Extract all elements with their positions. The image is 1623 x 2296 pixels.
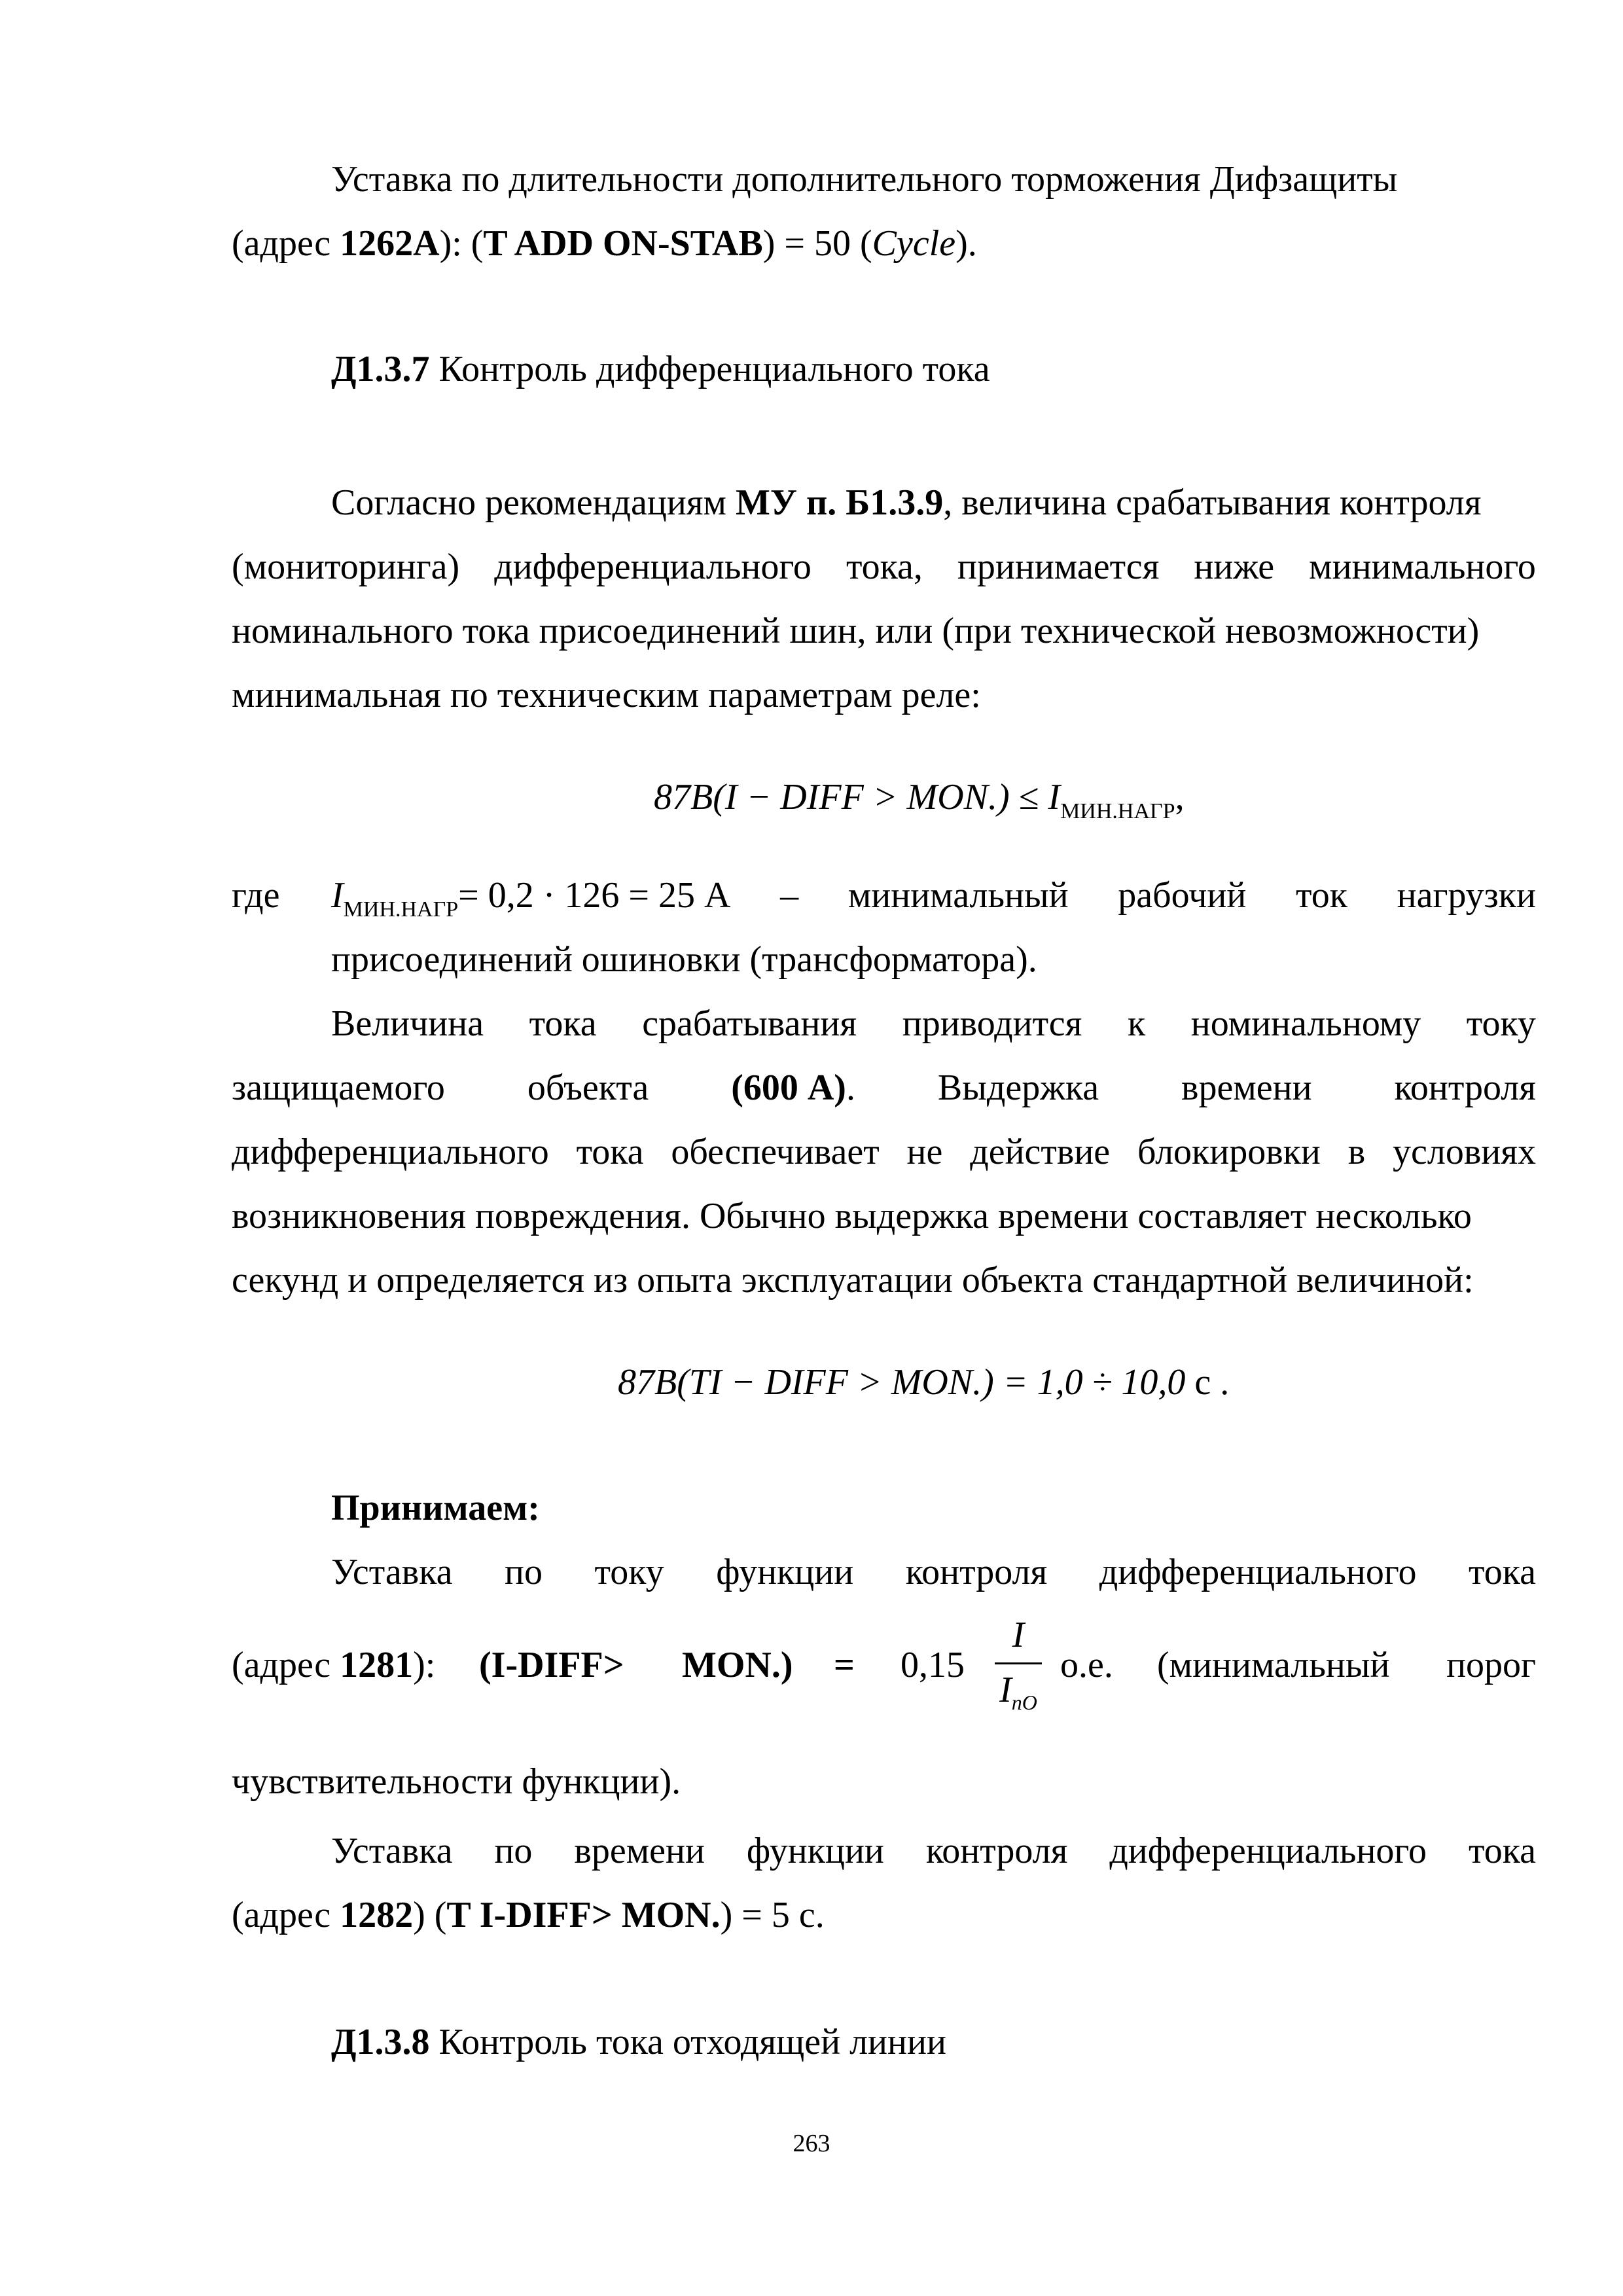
formula-variable: I xyxy=(1012,1615,1025,1655)
heading: Принимаем: xyxy=(331,1488,540,1528)
word: времени xyxy=(574,1831,705,1871)
where-line xyxy=(331,872,1536,922)
section-title: Контроль дифференциального тока xyxy=(429,349,990,389)
text: 0,15 xyxy=(901,1645,965,1685)
text: ). xyxy=(955,223,977,264)
address-code: 1282 xyxy=(340,1895,414,1935)
section-heading xyxy=(331,2018,1536,2066)
formula-pickup-condition xyxy=(654,771,1185,823)
word: минимальный xyxy=(847,875,1069,916)
formula-expression: 87B(TI − DIFF > MON.) = 1,0 ÷ 10,0 xyxy=(618,1362,1186,1403)
paragraph-line xyxy=(232,1758,1536,1805)
word: – xyxy=(780,875,799,916)
word: приводится xyxy=(902,1003,1082,1044)
word xyxy=(731,1064,855,1111)
word: Уставка xyxy=(331,1552,453,1592)
word: контроля xyxy=(905,1552,1048,1592)
parameter-name xyxy=(479,1641,649,1689)
paragraph-line xyxy=(331,156,1536,203)
text: (адрес xyxy=(232,1645,340,1685)
text: где xyxy=(232,875,280,916)
parameter-name xyxy=(682,1641,813,1689)
word: тока xyxy=(1469,1552,1536,1592)
formula-unit: с . xyxy=(1185,1362,1230,1403)
paragraph-line xyxy=(232,1064,1536,1111)
word: тока, xyxy=(846,547,923,587)
word: нагрузки xyxy=(1397,875,1536,916)
word: номинальному xyxy=(1190,1003,1421,1044)
word: рабочий xyxy=(1118,875,1247,916)
word: ниже xyxy=(1194,547,1275,587)
word: времени xyxy=(1181,1067,1312,1108)
address-code: 1262A xyxy=(340,223,440,264)
equals-sign xyxy=(834,1641,873,1689)
word: току xyxy=(1466,1003,1536,1044)
word: по xyxy=(505,1552,543,1592)
paragraph-line xyxy=(232,672,1536,719)
note xyxy=(1157,1641,1419,1689)
text: , xyxy=(1175,777,1185,817)
where-expression xyxy=(331,872,730,933)
paragraph-line xyxy=(232,1193,1536,1240)
word: дифференциального xyxy=(1099,1552,1417,1592)
text: , величина срабатывания контроля xyxy=(943,482,1482,523)
fraction-denominator xyxy=(992,1669,1044,1714)
text: ): ( xyxy=(439,223,484,264)
word: Выдержка xyxy=(937,1067,1099,1108)
text: ) = 5 с. xyxy=(720,1895,825,1935)
paragraph-line xyxy=(232,543,1536,590)
word: обеспечивает xyxy=(671,1132,880,1172)
word: по xyxy=(494,1831,533,1871)
formula-expression: 87B(I − DIFF > MON.) ≤ I xyxy=(654,777,1061,817)
paragraph-line xyxy=(331,936,1536,983)
fraction-numerator xyxy=(992,1615,1044,1655)
word: ток xyxy=(1295,875,1347,916)
word: объекта xyxy=(527,1067,649,1108)
address-ref xyxy=(232,1641,441,1689)
formula-subscript: МИН.НАГР xyxy=(1060,799,1175,823)
text: ) = 50 ( xyxy=(762,223,872,264)
paragraph-line xyxy=(331,479,1536,526)
text: Согласно рекомендациям xyxy=(331,482,736,523)
text: о.е. xyxy=(1060,1645,1113,1685)
word: контроля xyxy=(925,1831,1068,1871)
word: (мониторинга) xyxy=(232,547,460,587)
text: чувствительности функции). xyxy=(232,1761,681,1802)
paragraph-line xyxy=(331,1827,1536,1874)
setting-value xyxy=(901,1641,979,1689)
formula-subscript: nO xyxy=(1011,1691,1037,1714)
word: срабатывания xyxy=(642,1003,857,1044)
formula-variable: I xyxy=(999,1670,1012,1710)
accept-heading xyxy=(331,1484,1536,1532)
section-heading xyxy=(331,346,1536,393)
text: (I-DIFF> xyxy=(479,1645,624,1685)
note xyxy=(1433,1641,1536,1689)
text: (адрес xyxy=(232,1895,340,1935)
paragraph-line xyxy=(232,1892,1536,1939)
word: действие xyxy=(970,1132,1111,1172)
word: не xyxy=(906,1132,943,1172)
word: защищаемого xyxy=(232,1067,445,1108)
paragraph-line xyxy=(331,1549,1536,1596)
text: MON.) xyxy=(682,1645,793,1685)
paragraph-line xyxy=(232,1128,1536,1175)
unit xyxy=(1060,1641,1145,1689)
word: контроля xyxy=(1394,1067,1536,1108)
text: ): xyxy=(413,1645,436,1685)
page-number xyxy=(0,2127,1623,2160)
text: 263 xyxy=(793,2130,830,2157)
where-label xyxy=(232,872,336,919)
address-code: 1281 xyxy=(340,1645,414,1685)
paragraph-line xyxy=(232,220,1536,267)
formula-expression: = 0,2 · 126 = 25 А xyxy=(458,875,731,916)
reference: МУ п. Б1.3.9 xyxy=(736,482,944,523)
document-page xyxy=(232,0,1536,2296)
word: блокировки xyxy=(1137,1132,1321,1172)
word: тока xyxy=(576,1132,644,1172)
parameter-name: T ADD ON-STAB xyxy=(483,223,763,264)
word: функции xyxy=(746,1831,884,1871)
fraction-i-over-ino xyxy=(992,1615,1044,1713)
text: возникновения повреждения. Обычно выдержка времени составляет несколько xyxy=(232,1196,1472,1236)
fraction-bar xyxy=(995,1662,1042,1664)
word: Величина xyxy=(331,1003,484,1044)
text: . xyxy=(846,1067,855,1108)
nominal-current: (600 А) xyxy=(731,1067,846,1108)
word: в xyxy=(1347,1132,1366,1172)
unit: Cycle xyxy=(872,223,956,264)
text: Уставка по длительности дополнительного торможения Дифзащиты xyxy=(331,159,1398,200)
text: секунд и определяется из опыта эксплуатации объекта стандартной величиной: xyxy=(232,1260,1474,1300)
formula-time-delay xyxy=(618,1356,1229,1408)
word: дифференциального xyxy=(232,1132,549,1172)
paragraph-line xyxy=(232,607,1536,655)
word: тока xyxy=(1469,1831,1536,1871)
word: Уставка xyxy=(331,1831,453,1871)
word: условиях xyxy=(1393,1132,1536,1172)
word: току xyxy=(594,1552,664,1592)
word: принимается xyxy=(957,547,1160,587)
paragraph-line xyxy=(331,1000,1536,1047)
text: порог xyxy=(1446,1645,1536,1685)
word: функции xyxy=(716,1552,854,1592)
paragraph-line xyxy=(232,1257,1536,1304)
text: номинального тока присоединений шин, или (при технической невозможности) xyxy=(232,611,1480,651)
word: дифференциального xyxy=(494,547,812,587)
text: (адрес xyxy=(232,223,340,264)
word: тока xyxy=(529,1003,597,1044)
section-number: Д1.3.7 xyxy=(331,349,430,389)
section-title: Контроль тока отходящей линии xyxy=(429,2022,946,2062)
word: дифференциального xyxy=(1109,1831,1427,1871)
text: минимальная по техническим параметрам реле: xyxy=(232,675,981,715)
text: (минимальный xyxy=(1157,1645,1390,1685)
text: = xyxy=(834,1645,855,1685)
formula-variable: I xyxy=(331,875,344,916)
formula-subscript: МИН.НАГР xyxy=(343,897,459,922)
section-number: Д1.3.8 xyxy=(331,2022,430,2062)
word: минимального xyxy=(1309,547,1536,587)
text: ) ( xyxy=(413,1895,447,1935)
text: присоединений ошиновки (трансформатора). xyxy=(331,939,1037,980)
word: к xyxy=(1127,1003,1146,1044)
parameter-name: T I-DIFF> MON. xyxy=(446,1895,721,1935)
